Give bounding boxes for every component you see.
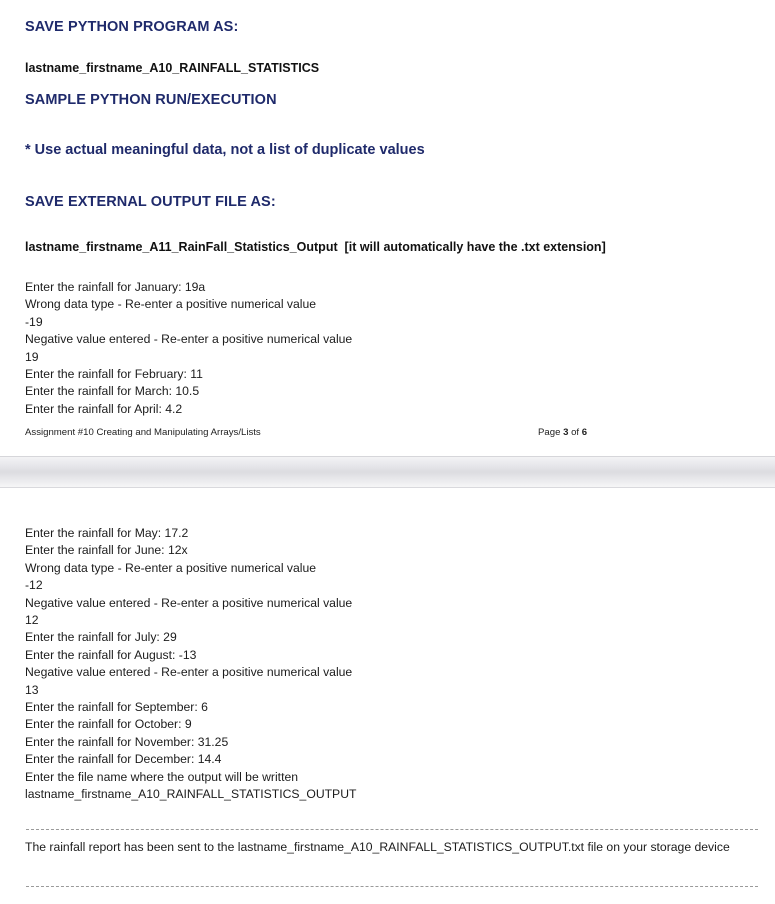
page-total: 6	[581, 427, 588, 438]
meaningful-data-note: * Use actual meaningful data, not a list of duplicate values	[25, 142, 425, 158]
console-line: Enter the rainfall for September: 6	[25, 700, 208, 715]
console-line: Negative value entered - Re-enter a positive numerical value	[25, 332, 353, 347]
console-line: Enter the rainfall for July: 29	[25, 630, 177, 645]
console-line: Enter the rainfall for November: 31.25	[25, 734, 229, 749]
console-line: Enter the rainfall for February: 11	[25, 367, 203, 382]
console-line: Negative value entered - Re-enter a positive numerical value	[25, 595, 353, 610]
page-current: 3	[563, 427, 569, 438]
console-line: Enter the rainfall for January: 19a	[25, 280, 206, 294]
console-output-top	[25, 279, 352, 418]
console-line: Enter the rainfall for March: 10.5	[25, 384, 200, 399]
page-label: Page	[538, 427, 561, 438]
console-line: Enter the rainfall for April: 4.2	[25, 401, 183, 416]
console-line: 19	[25, 349, 39, 364]
console-line: Enter the file name where the output will be written	[25, 769, 299, 784]
console-line: Negative value entered - Re-enter a positive numerical value	[25, 665, 353, 680]
heading-save-output: SAVE EXTERNAL OUTPUT FILE AS:	[25, 194, 276, 210]
console-line: Wrong data type - Re-enter a positive numerical value	[25, 560, 317, 575]
page-number	[538, 427, 587, 438]
page-footer-title: Assignment #10 Creating and Manipulating Arrays/Lists	[25, 427, 261, 438]
page-separator	[0, 456, 775, 488]
console-line: -19	[25, 314, 43, 329]
console-line: Enter the rainfall for October: 9	[25, 717, 192, 732]
console-line: -12	[25, 578, 43, 593]
report-sent-message: The rainfall report has been sent to the lastname_firstname_A10_RAINFALL_STATISTICS_OUTPUT.txt file on your storage device	[25, 840, 730, 854]
heading-save-program: SAVE PYTHON PROGRAM AS:	[25, 19, 239, 35]
console-line: Enter the rainfall for December: 14.4	[25, 752, 222, 767]
heading-sample-run: SAMPLE PYTHON RUN/EXECUTION	[25, 92, 277, 108]
console-line: Enter the rainfall for August: -13	[25, 647, 197, 662]
dashed-divider-top	[26, 829, 758, 830]
console-line: lastname_firstname_A10_RAINFALL_STATISTICS_OUTPUT	[25, 787, 357, 802]
dashed-divider-bottom	[26, 886, 758, 887]
console-line: Enter the rainfall for June: 12x	[25, 543, 188, 558]
page-of: of	[571, 427, 580, 438]
document-page-4	[0, 488, 775, 904]
console-output-bottom	[25, 525, 356, 804]
console-line: Enter the rainfall for May: 17.2	[25, 526, 189, 540]
output-filename-line: lastname_firstname_A11_RainFall_Statistics_Output [it will automatically have the .txt extension]	[25, 240, 606, 254]
program-filename: lastname_firstname_A10_RAINFALL_STATISTICS	[25, 61, 320, 75]
console-line: Wrong data type - Re-enter a positive numerical value	[25, 297, 317, 312]
console-line: 13	[25, 682, 39, 697]
console-line: 12	[25, 613, 39, 628]
